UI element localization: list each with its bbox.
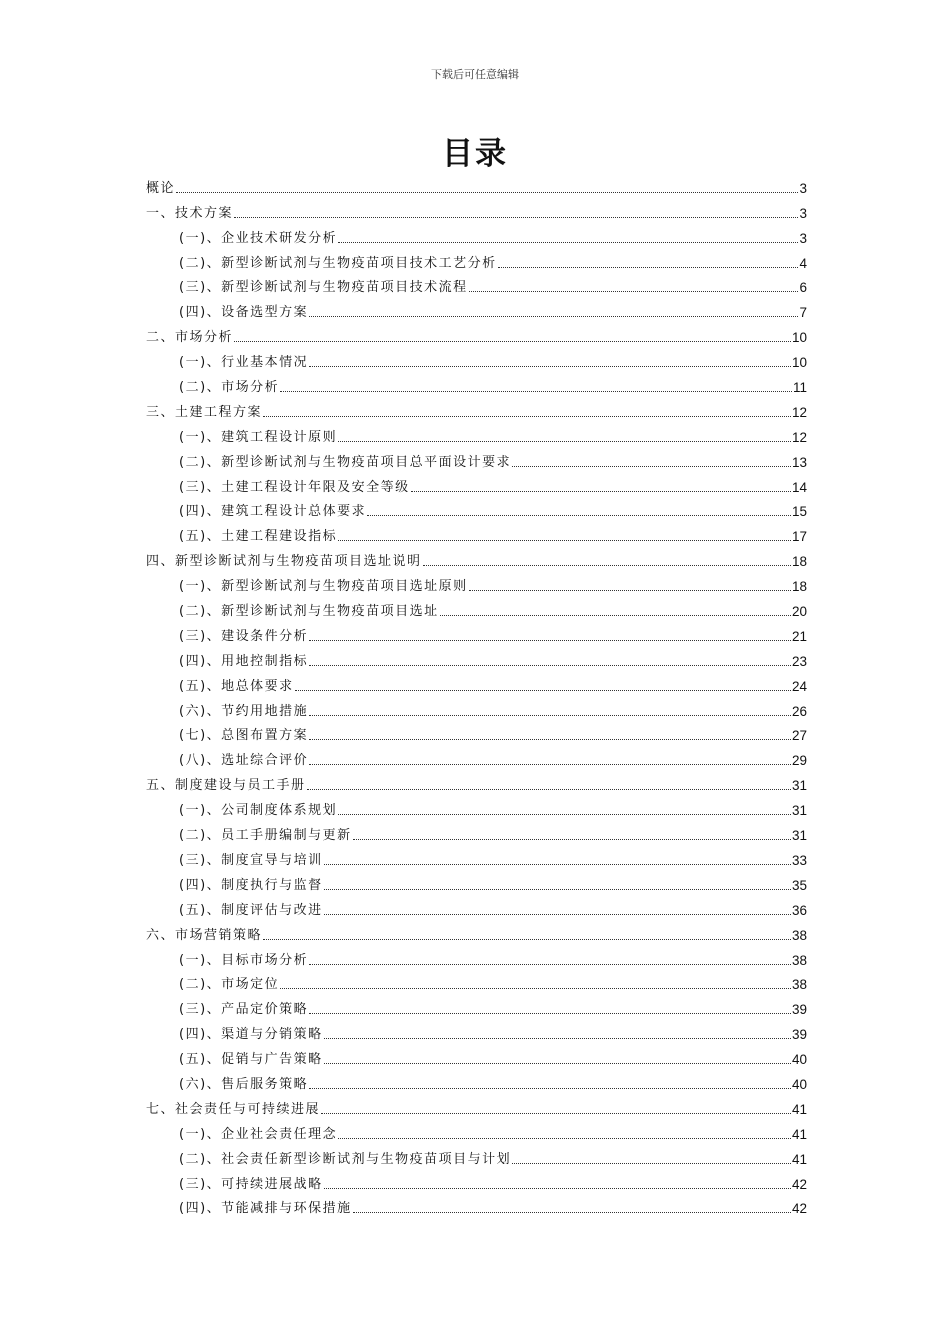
toc-entry-title: (六)、节约用地措施 — [179, 703, 309, 719]
toc-entry-title: 六、市场营销策略 — [146, 927, 263, 943]
toc-entry-title: (二)、新型诊断试剂与生物疫苗项目技术工艺分析 — [179, 255, 497, 271]
toc-entry[interactable] — [146, 572, 807, 597]
toc-dot-leader — [324, 914, 791, 915]
toc-entry-page-number: 40 — [791, 1076, 807, 1092]
toc-entry-page-number: 18 — [791, 554, 807, 570]
toc-dot-leader — [309, 739, 791, 740]
toc-entry-page-number: 11 — [792, 380, 807, 396]
toc-entry[interactable] — [146, 373, 807, 398]
toc-entry-page-number: 41 — [791, 1151, 807, 1167]
toc-entry-title: (一)、行业基本情况 — [179, 355, 309, 371]
toc-entry-title: (七)、总图布置方案 — [179, 728, 309, 744]
toc-dot-leader — [512, 1163, 791, 1164]
toc-entry[interactable] — [146, 622, 807, 647]
toc-entry-title: (一)、新型诊断试剂与生物疫苗项目选址原则 — [179, 579, 468, 595]
toc-dot-leader — [411, 491, 791, 492]
toc-entry[interactable] — [146, 1070, 807, 1095]
toc-entry-page-number: 42 — [791, 1176, 807, 1192]
toc-entry-title: 五、制度建设与员工手册 — [146, 778, 306, 794]
toc-entry-title: (二)、员工手册编制与更新 — [179, 828, 352, 844]
toc-entry-page-number: 10 — [791, 355, 807, 371]
toc-entry-title: (六)、售后服务策略 — [179, 1076, 309, 1092]
toc-entry[interactable] — [146, 473, 807, 498]
toc-dot-leader — [353, 839, 791, 840]
toc-dot-leader — [423, 565, 791, 566]
toc-entry-title: (四)、设备选型方案 — [179, 305, 309, 321]
toc-entry-title: (二)、市场定位 — [179, 977, 280, 993]
toc-entry-title: 概论 — [146, 180, 176, 196]
toc-dot-leader — [338, 242, 798, 243]
toc-entry-page-number: 41 — [791, 1101, 807, 1117]
toc-entry-page-number: 41 — [791, 1126, 807, 1142]
toc-entry-title: (二)、社会责任新型诊断试剂与生物疫苗项目与计划 — [179, 1151, 512, 1167]
toc-entry-page-number: 31 — [791, 828, 807, 844]
toc-entry[interactable] — [146, 921, 807, 946]
toc-dot-leader — [309, 366, 791, 367]
table-of-contents — [146, 174, 807, 1219]
toc-entry[interactable] — [146, 249, 807, 274]
toc-entry[interactable] — [146, 896, 807, 921]
toc-entry[interactable] — [146, 423, 807, 448]
toc-entry[interactable] — [146, 746, 807, 771]
toc-dot-leader — [309, 640, 791, 641]
toc-entry[interactable] — [146, 796, 807, 821]
toc-dot-leader — [498, 267, 799, 268]
toc-entry-page-number: 20 — [791, 604, 807, 620]
toc-dot-leader — [280, 391, 792, 392]
toc-entry[interactable] — [146, 597, 807, 622]
toc-dot-leader — [234, 341, 791, 342]
toc-dot-leader — [338, 540, 791, 541]
toc-entry[interactable] — [146, 224, 807, 249]
toc-entry-title: (三)、土建工程设计年限及安全等级 — [179, 479, 410, 495]
toc-dot-leader — [234, 217, 798, 218]
toc-dot-leader — [309, 665, 791, 666]
toc-entry-page-number: 3 — [799, 205, 807, 221]
toc-entry-page-number: 4 — [799, 255, 807, 271]
toc-dot-leader — [324, 1063, 791, 1064]
toc-dot-leader — [309, 764, 791, 765]
toc-dot-leader — [324, 864, 791, 865]
toc-entry[interactable] — [146, 274, 807, 299]
toc-entry[interactable] — [146, 522, 807, 547]
toc-entry-page-number: 31 — [791, 778, 807, 794]
toc-dot-leader — [324, 1188, 791, 1189]
toc-entry-page-number: 42 — [791, 1201, 807, 1217]
toc-entry-page-number: 6 — [799, 280, 807, 296]
toc-dot-leader — [324, 889, 791, 890]
toc-entry-title: 三、土建工程方案 — [146, 404, 263, 420]
toc-dot-leader — [176, 192, 798, 193]
toc-entry[interactable] — [146, 199, 807, 224]
toc-entry-page-number: 24 — [791, 678, 807, 694]
toc-entry-title: (五)、土建工程建设指标 — [179, 529, 338, 545]
page-title: 目录 — [442, 136, 508, 172]
toc-entry-title: (三)、制度宣导与培训 — [179, 852, 323, 868]
toc-entry-title: (三)、可持续进展战略 — [179, 1176, 323, 1192]
toc-entry[interactable] — [146, 448, 807, 473]
toc-dot-leader — [512, 466, 791, 467]
toc-entry-title: (四)、制度执行与监督 — [179, 877, 323, 893]
toc-dot-leader — [295, 690, 791, 691]
toc-entry-title: (三)、新型诊断试剂与生物疫苗项目技术流程 — [179, 280, 468, 296]
toc-entry-title: (三)、产品定价策略 — [179, 1002, 309, 1018]
toc-entry-title: 一、技术方案 — [146, 205, 234, 221]
toc-entry[interactable] — [146, 498, 807, 523]
toc-entry-page-number: 10 — [791, 330, 807, 346]
toc-entry-page-number: 15 — [791, 504, 807, 520]
toc-entry-page-number: 17 — [791, 529, 807, 545]
toc-entry-title: (一)、公司制度体系规划 — [179, 803, 338, 819]
toc-entry-title: (一)、建筑工程设计原则 — [179, 429, 338, 445]
toc-entry[interactable] — [146, 174, 807, 199]
toc-entry[interactable] — [146, 946, 807, 971]
toc-entry-page-number: 14 — [791, 479, 807, 495]
toc-dot-leader — [307, 789, 791, 790]
toc-entry-title: 二、市场分析 — [146, 330, 234, 346]
toc-entry[interactable] — [146, 1095, 807, 1120]
toc-dot-leader — [338, 814, 791, 815]
toc-entry[interactable] — [146, 722, 807, 747]
toc-entry-title: (一)、企业社会责任理念 — [179, 1126, 338, 1142]
toc-entry-page-number: 23 — [791, 653, 807, 669]
toc-entry[interactable] — [146, 846, 807, 871]
toc-entry-page-number: 12 — [791, 404, 807, 420]
toc-entry-title: (四)、建筑工程设计总体要求 — [179, 504, 367, 520]
toc-entry-title: (四)、用地控制指标 — [179, 653, 309, 669]
toc-entry-page-number: 21 — [791, 628, 807, 644]
toc-entry-page-number: 33 — [791, 852, 807, 868]
toc-entry-title: (一)、目标市场分析 — [179, 952, 309, 968]
toc-entry-page-number: 38 — [791, 927, 807, 943]
toc-entry-page-number: 38 — [791, 952, 807, 968]
toc-dot-leader — [338, 441, 791, 442]
toc-entry-title: (一)、企业技术研发分析 — [179, 230, 338, 246]
toc-dot-leader — [263, 939, 791, 940]
page-header: 下载后可任意编辑 — [431, 68, 519, 81]
toc-dot-leader — [469, 291, 799, 292]
toc-entry-page-number: 40 — [791, 1052, 807, 1068]
toc-dot-leader — [309, 316, 798, 317]
toc-entry[interactable] — [146, 348, 807, 373]
toc-entry-page-number: 31 — [791, 803, 807, 819]
toc-entry-page-number: 26 — [791, 703, 807, 719]
toc-entry[interactable] — [146, 1170, 807, 1195]
toc-entry[interactable] — [146, 323, 807, 348]
toc-dot-leader — [309, 964, 791, 965]
toc-dot-leader — [321, 1113, 791, 1114]
toc-entry-title: (二)、新型诊断试剂与生物疫苗项目选址 — [179, 604, 439, 620]
toc-entry-page-number: 39 — [791, 1002, 807, 1018]
toc-entry[interactable] — [146, 971, 807, 996]
toc-entry-title: (八)、选址综合评价 — [179, 753, 309, 769]
toc-entry-page-number: 7 — [799, 305, 807, 321]
toc-entry[interactable] — [146, 672, 807, 697]
toc-entry-page-number: 3 — [799, 230, 807, 246]
toc-entry[interactable] — [146, 821, 807, 846]
toc-dot-leader — [309, 715, 791, 716]
toc-entry-page-number: 12 — [791, 429, 807, 445]
toc-entry-title: (四)、节能减排与环保措施 — [179, 1201, 352, 1217]
toc-entry[interactable] — [146, 1120, 807, 1145]
toc-entry-title: (五)、地总体要求 — [179, 678, 294, 694]
toc-dot-leader — [280, 988, 791, 989]
toc-entry[interactable] — [146, 1020, 807, 1045]
toc-entry-title: (二)、市场分析 — [179, 380, 280, 396]
toc-entry[interactable] — [146, 1195, 807, 1220]
toc-entry-page-number: 3 — [799, 180, 807, 196]
toc-entry-title: (五)、制度评估与改进 — [179, 902, 323, 918]
toc-entry[interactable] — [146, 547, 807, 572]
toc-entry-title: (四)、渠道与分销策略 — [179, 1027, 323, 1043]
toc-entry-title: (二)、新型诊断试剂与生物疫苗项目总平面设计要求 — [179, 454, 512, 470]
toc-dot-leader — [263, 416, 791, 417]
toc-entry-page-number: 38 — [791, 977, 807, 993]
toc-entry[interactable] — [146, 298, 807, 323]
toc-dot-leader — [324, 1038, 791, 1039]
toc-entry[interactable] — [146, 398, 807, 423]
toc-entry-page-number: 13 — [791, 454, 807, 470]
toc-entry[interactable] — [146, 647, 807, 672]
toc-entry[interactable] — [146, 1045, 807, 1070]
toc-entry-title: (五)、促销与广告策略 — [179, 1052, 323, 1068]
toc-entry-page-number: 18 — [791, 579, 807, 595]
toc-dot-leader — [469, 590, 791, 591]
toc-dot-leader — [353, 1212, 791, 1213]
toc-dot-leader — [309, 1088, 791, 1089]
toc-entry-page-number: 36 — [791, 902, 807, 918]
toc-entry-page-number: 27 — [791, 728, 807, 744]
toc-entry-title: (三)、建设条件分析 — [179, 628, 309, 644]
toc-entry-page-number: 35 — [791, 877, 807, 893]
toc-entry-page-number: 29 — [791, 753, 807, 769]
toc-entry-page-number: 39 — [791, 1027, 807, 1043]
toc-entry[interactable] — [146, 771, 807, 796]
toc-entry-title: 七、社会责任与可持续进展 — [146, 1101, 321, 1117]
toc-entry[interactable] — [146, 995, 807, 1020]
toc-dot-leader — [309, 1013, 791, 1014]
toc-dot-leader — [338, 1138, 791, 1139]
toc-entry[interactable] — [146, 1145, 807, 1170]
toc-entry[interactable] — [146, 871, 807, 896]
toc-entry-title: 四、新型诊断试剂与生物疫苗项目选址说明 — [146, 554, 422, 570]
toc-dot-leader — [367, 515, 791, 516]
toc-dot-leader — [440, 615, 791, 616]
toc-entry[interactable] — [146, 697, 807, 722]
